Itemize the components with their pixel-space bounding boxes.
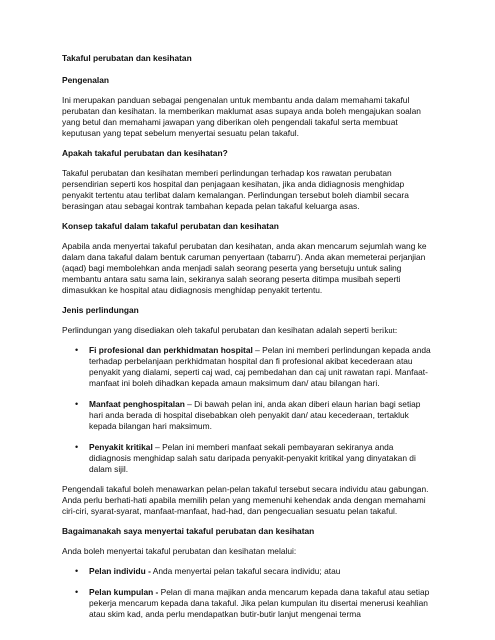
coverage-list (62, 345, 434, 475)
bullet-icon: • (75, 345, 79, 355)
list-item (62, 587, 434, 620)
section-text-jenis (62, 325, 434, 336)
list-item-term: Fi profesional dan perkhidmatan hospital (89, 345, 253, 355)
section-heading-jenis: Jenis perlindungan (62, 305, 139, 315)
bullet-icon: • (75, 442, 79, 452)
list-item-term: Manfaat penghospitalan (89, 399, 185, 409)
list-item-desc: Pelan di mana majikan anda mencarum kepada dana takaful atau setiap pekerja mencarum kepada dana takaful. Jika pelan kumpulan itu disertai menerusi keahlian atau skim kad, anda perlu mendapatkan butir-butir lanjut mengenai terma (89, 587, 430, 619)
list-item-term: Penyakit kritikal (89, 442, 153, 452)
list-item-term: Pelan kumpulan - (89, 587, 159, 597)
section-text-bagaimana: Anda boleh menyertai takaful perubatan dan kesihatan melalui: (62, 546, 297, 556)
join-method-list (62, 566, 434, 620)
list-item-desc: – Di bawah pelan ini, anda akan diberi elaun harian bagi setiap hari anda berada di hospital disebabkan oleh penyakit dan/ atau kecederaan, tertakluk kepada bilangan hari maksimum. (89, 399, 421, 431)
bullet-icon: • (75, 587, 79, 597)
section-heading-konsep: Konsep takaful dalam takaful perubatan dan kesihatan (62, 221, 279, 231)
list-item-desc: – Pelan ini memberi manfaat sekali pembayaran sekiranya anda didiagnosis menghidap salah satu daripada penyakit-penyakit kritikal yang dinyatakan di dalam sijil. (89, 442, 416, 474)
section-text-konsep: Apabila anda menyertai takaful perubatan dan kesihatan, anda akan mencarum sejumlah wang ke dalam dana takaful dalam bentuk caruman penyertaan (tabarru'). Anda akan memeterai perjanjian (aqad) bagi membolehkan anda menjadi salah seorang peserta yang bersetuju untuk saling membantu antara satu sama lain, sekiranya salah seorang peserta ditimpa musibah seperti dimasukkan ke hospital atau didiagnosis menghidap penyakit tertentu. (62, 241, 427, 295)
bullet-icon: • (75, 399, 79, 409)
section-heading-pengenalan: Pengenalan (62, 75, 110, 85)
list-item (62, 345, 434, 389)
section-text-jenis-tail: berikut: (371, 326, 398, 335)
list-item (62, 442, 434, 475)
list-item-term: Pelan individu - (89, 566, 151, 576)
section-text-apakah: Takaful perubatan dan kesihatan memberi perlindungan terhadap kos rawatan perubatan persendirian seperti kos hospital dan penjagaan kesihatan, jika anda didiagnosis menghidap penyakit tertentu atau terlibat dalam kemalangan. Perlindungan tersebut boleh diambil secara berasingan atau sebagai kontrak tambahan kepada pelan takaful keluarga asas. (62, 168, 409, 211)
list-item (62, 399, 434, 432)
section-text-jenis-after: Pengendali takaful boleh menawarkan pelan-pelan takaful tersebut secara individu atau gabungan. Anda perlu berhati-hati apabila memilih pelan yang memenuhi kehendak anda dengan memahami ciri-ciri, syarat-syarat, manfaat-manfaat, had-had, dan pengecualian sesuatu pelan takaful. (62, 484, 429, 516)
list-item (62, 566, 434, 577)
section-text-jenis-main: Perlindungan yang disediakan oleh takaful perubatan dan kesihatan adalah seperti (62, 325, 369, 335)
section-heading-bagaimana: Bagaimanakah saya menyertai takaful perubatan dan kesihatan (62, 526, 315, 536)
document-content (62, 53, 434, 620)
section-text-pengenalan: Ini merupakan panduan sebagai pengenalan untuk membantu anda dalam memahami takaful perubatan dan kesihatan. Ia memberikan maklumat asas supaya anda boleh mengajukan soalan yang betul dan memahami jawapan yang diberikan oleh pengendali takaful serta membuat keputusan yang tepat sebelum menyertai sesuatu pelan takaful. (62, 95, 421, 138)
document-title: Takaful perubatan dan kesihatan (62, 53, 192, 63)
section-heading-apakah: Apakah takaful perubatan dan kesihatan? (62, 148, 228, 158)
bullet-icon: • (75, 566, 79, 576)
list-item-desc: – Pelan ini memberi perlindungan kepada anda terhadap perbelanjaan perkhidmatan hospital dan fi profesional akibat kecederaan atau penyakit yang dialami, seperti caj wad, caj pembedahan dan caj unit rawatan rapi. Manfaat-manfaat ini boleh dihadkan kepada amaun maksimum dan/ atau bilangan hari. (89, 345, 431, 388)
list-item-desc: Anda menyertai pelan takaful secara individu; atau (150, 566, 341, 576)
